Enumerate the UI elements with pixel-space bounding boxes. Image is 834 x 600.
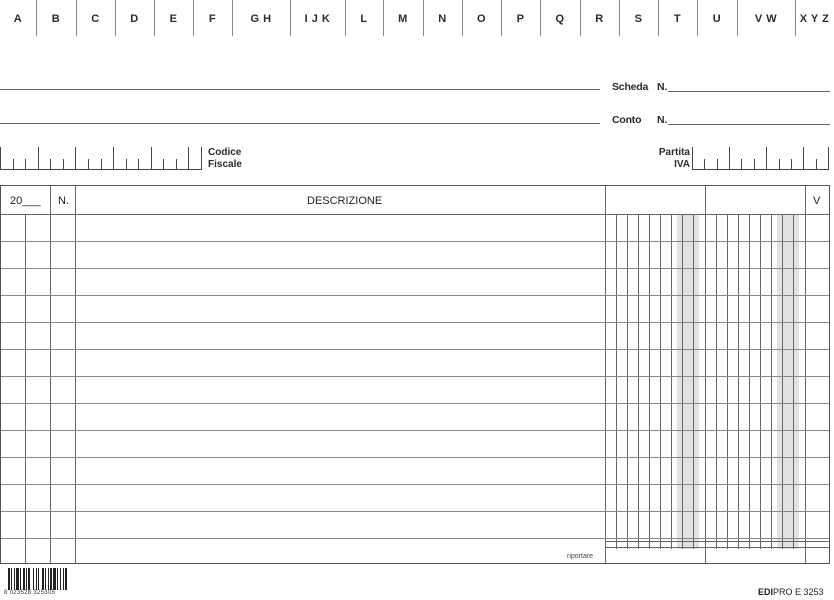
tab-b[interactable]: B xyxy=(51,13,61,25)
ruler-tick xyxy=(729,147,730,169)
ledger-row-line xyxy=(1,538,829,539)
ledger-row-line xyxy=(1,430,829,431)
scheda-field-line[interactable] xyxy=(0,89,600,90)
barcode-bar xyxy=(8,568,10,590)
barcode-bar xyxy=(23,568,25,590)
ruler-tick xyxy=(816,159,817,169)
barcode-bar xyxy=(53,568,56,590)
ruler-tick xyxy=(163,159,164,169)
tab-separator xyxy=(193,0,194,36)
tab-t[interactable]: T xyxy=(673,13,682,25)
barcode-bar xyxy=(48,568,49,590)
ledger-row-line xyxy=(1,457,829,458)
shaded-decimal-column xyxy=(777,215,799,549)
partita-iva-boxes[interactable] xyxy=(692,147,829,170)
amount-digit-line xyxy=(793,215,794,549)
tab-separator xyxy=(697,0,698,36)
tab-d[interactable]: D xyxy=(130,13,139,25)
tab-separator xyxy=(232,0,233,36)
riportare-label: riportare xyxy=(567,553,594,560)
amount-column-line xyxy=(605,186,606,563)
ledger-row-line xyxy=(605,541,829,542)
tab-separator xyxy=(658,0,659,36)
barcode-bar xyxy=(14,568,15,590)
tab-q[interactable]: Q xyxy=(555,13,565,25)
amount-digit-line xyxy=(738,215,739,549)
ledger-row-line xyxy=(1,295,829,296)
barcode-bar xyxy=(16,568,19,590)
tab-u[interactable]: U xyxy=(712,13,722,25)
ruler-tick xyxy=(113,147,114,169)
ruler-tick xyxy=(791,159,792,169)
tab-separator xyxy=(36,0,37,36)
amount-digit-line xyxy=(660,215,661,549)
ruler-tick xyxy=(13,159,14,169)
tab-separator xyxy=(290,0,291,36)
ruler-tick xyxy=(75,147,76,169)
ruler-tick xyxy=(188,147,189,169)
number-column-line xyxy=(75,186,76,563)
brand-bold: EDI xyxy=(758,587,774,597)
tab-separator xyxy=(423,0,424,36)
amount-digit-line xyxy=(616,215,617,549)
barcode-bar xyxy=(20,568,21,590)
ledger-row-line xyxy=(1,511,829,512)
conto-n-label: N. xyxy=(657,114,668,126)
barcode-bar xyxy=(50,568,52,590)
ledger-row-line xyxy=(1,403,829,404)
ruler-tick xyxy=(176,159,177,169)
ruler-tick xyxy=(151,147,152,169)
tab-separator xyxy=(154,0,155,36)
tab-o[interactable]: O xyxy=(476,13,487,25)
ledger-row-line xyxy=(1,376,829,377)
tab-r[interactable]: R xyxy=(595,13,604,25)
ruler-tick xyxy=(766,147,767,169)
ledger-row-line xyxy=(1,214,829,215)
tab-f[interactable]: F xyxy=(208,13,217,25)
ledger-row-line xyxy=(1,241,829,242)
tab-e[interactable]: E xyxy=(169,13,178,25)
barcode-bar xyxy=(65,568,67,590)
tab-p[interactable]: P xyxy=(516,13,525,25)
tab-separator xyxy=(383,0,384,36)
tab-separator xyxy=(345,0,346,36)
ledger-table xyxy=(0,185,830,564)
barcode-bar xyxy=(11,568,12,590)
barcode-bar xyxy=(45,568,46,590)
barcode xyxy=(8,568,84,592)
tab-separator xyxy=(540,0,541,36)
barcode-bar xyxy=(42,568,44,590)
tab-separator xyxy=(115,0,116,36)
ruler-tick xyxy=(63,159,64,169)
amount-digit-line xyxy=(693,215,694,549)
conto-number-line[interactable] xyxy=(668,124,830,125)
tab-gh[interactable]: G H xyxy=(250,13,272,25)
ruler-tick xyxy=(828,147,829,169)
ruler-tick xyxy=(754,159,755,169)
conto-label: Conto xyxy=(612,114,642,126)
amount-digit-line xyxy=(749,215,750,549)
ledger-row-line xyxy=(1,349,829,350)
ruler-tick xyxy=(88,159,89,169)
tab-separator xyxy=(795,0,796,36)
barcode-bar xyxy=(63,568,64,590)
amount-digit-line xyxy=(638,215,639,549)
ledger-row-line xyxy=(1,484,829,485)
scheda-number-line[interactable] xyxy=(668,91,830,92)
barcode-bar xyxy=(33,568,34,590)
barcode-number: 8 023528 325305 xyxy=(4,590,56,596)
amount-digit-line xyxy=(782,215,783,549)
codice-fiscale-boxes[interactable] xyxy=(0,147,202,170)
tab-c[interactable]: C xyxy=(91,13,100,25)
ledger-row-line xyxy=(1,268,829,269)
v-column-header: V xyxy=(813,195,821,207)
v-column-line xyxy=(805,186,806,563)
amount-digit-line xyxy=(627,215,628,549)
amount-digit-line xyxy=(771,215,772,549)
brand-rest: PRO E 3253 xyxy=(773,587,824,597)
ledger-row-line xyxy=(605,547,829,548)
ruler-tick xyxy=(803,147,804,169)
ruler-tick xyxy=(25,159,26,169)
amount-digit-line xyxy=(649,215,650,549)
barcode-bar xyxy=(57,568,58,590)
amount-digit-line xyxy=(760,215,761,549)
tab-vw[interactable]: V W xyxy=(754,13,778,25)
amount-digit-line xyxy=(682,215,683,549)
tab-separator xyxy=(462,0,463,36)
description-column-header: DESCRIZIONE xyxy=(307,195,383,207)
ledger-row-line xyxy=(1,322,829,323)
barcode-bar xyxy=(60,568,61,590)
tab-l[interactable]: L xyxy=(360,13,368,25)
ruler-tick xyxy=(0,147,1,169)
amount-column-line xyxy=(705,186,706,563)
partita-iva-label: Partita IVA xyxy=(658,147,690,170)
ruler-tick xyxy=(704,159,705,169)
ruler-tick xyxy=(38,147,39,169)
tab-s[interactable]: S xyxy=(634,13,643,25)
shaded-decimal-column xyxy=(677,215,699,549)
ruler-tick xyxy=(741,159,742,169)
number-column-header: N. xyxy=(58,195,69,207)
alphabet-index-tabs xyxy=(0,0,834,36)
tab-m[interactable]: M xyxy=(398,13,408,25)
conto-field-line[interactable] xyxy=(0,123,600,124)
ruler-tick xyxy=(717,159,718,169)
ruler-tick xyxy=(692,147,693,169)
barcode-bar xyxy=(26,568,27,590)
scheda-label: Scheda xyxy=(612,81,649,93)
codice-fiscale-label: Codice Fiscale xyxy=(208,147,242,170)
brand-label xyxy=(758,587,824,597)
tab-separator xyxy=(619,0,620,36)
tab-separator xyxy=(76,0,77,36)
amount-digit-line xyxy=(716,215,717,549)
barcode-bar xyxy=(38,568,39,590)
ruler-tick xyxy=(138,159,139,169)
ruler-tick xyxy=(201,147,202,169)
year-column-line xyxy=(50,186,51,563)
tab-separator xyxy=(580,0,581,36)
ruler-tick xyxy=(101,159,102,169)
ruler-tick xyxy=(779,159,780,169)
barcode-bar xyxy=(36,568,37,590)
tab-ijk[interactable]: I J K xyxy=(304,13,331,25)
ruler-tick xyxy=(126,159,127,169)
barcode-bar xyxy=(28,568,30,590)
tab-xyz[interactable]: X Y Z xyxy=(799,13,830,25)
tab-separator xyxy=(501,0,502,36)
scheda-n-label: N. xyxy=(657,81,668,93)
ruler-tick xyxy=(50,159,51,169)
tab-n[interactable]: N xyxy=(438,13,447,25)
amount-digit-line xyxy=(727,215,728,549)
tab-a[interactable]: A xyxy=(13,13,23,25)
year-column-header: 20___ xyxy=(10,195,41,207)
amount-digit-line xyxy=(671,215,672,549)
tab-separator xyxy=(737,0,738,36)
